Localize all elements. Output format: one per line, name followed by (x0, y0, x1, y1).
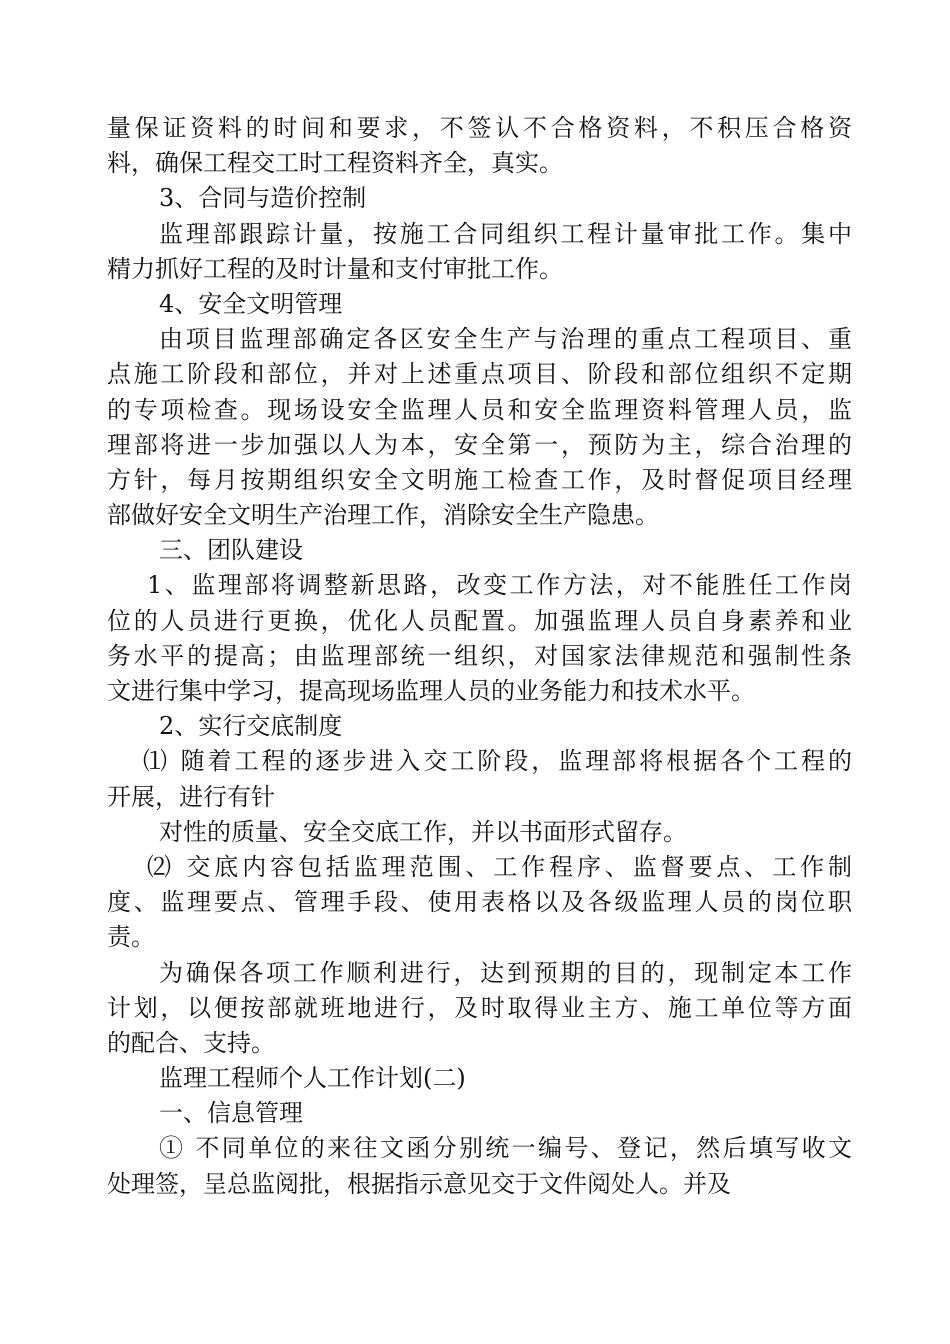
section-heading: 2、实行交底制度 (159, 712, 343, 741)
paragraph-line: 责。 (107, 923, 155, 952)
paragraph-line: 点施工阶段和部位，并对上述重点项目、阶段和部位组织不定期 (107, 360, 852, 389)
section-heading: 3、合同与造价控制 (159, 184, 367, 213)
paragraph-line: 度、监理要点、管理手段、使用表格以及各级监理人员的岗位职 (107, 888, 852, 917)
paragraph-line: 监理部跟踪计量，按施工合同组织工程计量审批工作。集中 (159, 219, 852, 248)
paragraph-line: 对性的质量、安全交底工作，并以书面形式留存。 (159, 817, 687, 846)
paragraph-line: 料，确保工程交工时工程资料齐全，真实。 (107, 149, 563, 178)
paragraph-line: 位的人员进行更换，优化人员配置。加强监理人员自身素养和业 (107, 606, 852, 635)
section-heading: 一、信息管理 (159, 1099, 303, 1128)
section-heading: 4、安全文明管理 (159, 289, 343, 318)
paragraph-line: 的配合、支持。 (107, 1028, 275, 1057)
document-body (107, 111, 852, 1202)
section-heading: 监理工程师个人工作计划(二) (159, 1064, 466, 1093)
paragraph-line: 处理签，呈总监阅批，根据指示意见交于文件阅处人。并及 (107, 1169, 731, 1198)
paragraph-line: 计划，以便按部就班地进行，及时取得业主方、施工单位等方面 (107, 993, 852, 1022)
paragraph-line: ⑴ 随着工程的逐步进入交工阶段，监理部将根据各个工程的 (143, 747, 852, 776)
paragraph-line: 开展，进行有针 (107, 782, 275, 811)
paragraph-line: 务水平的提高；由监理部统一组织，对国家法律规范和强制性条 (107, 641, 852, 670)
paragraph-line: 为确保各项工作顺利进行，达到预期的目的，现制定本工作 (159, 958, 852, 987)
paragraph-line: ⑵ 交底内容包括监理范围、工作程序、监督要点、工作制 (147, 852, 852, 881)
paragraph-line: ① 不同单位的来往文函分别统一编号、登记，然后填写收文 (159, 1134, 852, 1163)
paragraph-line: 量保证资料的时间和要求，不签认不合格资料，不积压合格资 (107, 114, 852, 142)
section-heading: 三、团队建设 (159, 536, 303, 565)
paragraph-line: 方针，每月按期组织安全文明施工检查工作，及时督促项目经理 (107, 465, 852, 494)
paragraph-line: 精力抓好工程的及时计量和支付审批工作。 (107, 254, 563, 283)
paragraph-line: 理部将进一步加强以人为本，安全第一，预防为主，综合治理的 (107, 430, 852, 459)
paragraph-line: 1、监理部将调整新思路，改变工作方法，对不能胜任工作岗 (147, 571, 852, 600)
paragraph-line: 的专项检查。现场设安全监理人员和安全监理资料管理人员，监 (107, 395, 852, 424)
paragraph-line: 文进行集中学习，提高现场监理人员的业务能力和技术水平。 (107, 677, 755, 705)
paragraph-line: 由项目监理部确定各区安全生产与治理的重点工程项目、重 (159, 325, 852, 354)
paragraph-line: 部做好安全文明生产治理工作，消除安全生产隐患。 (107, 501, 659, 530)
